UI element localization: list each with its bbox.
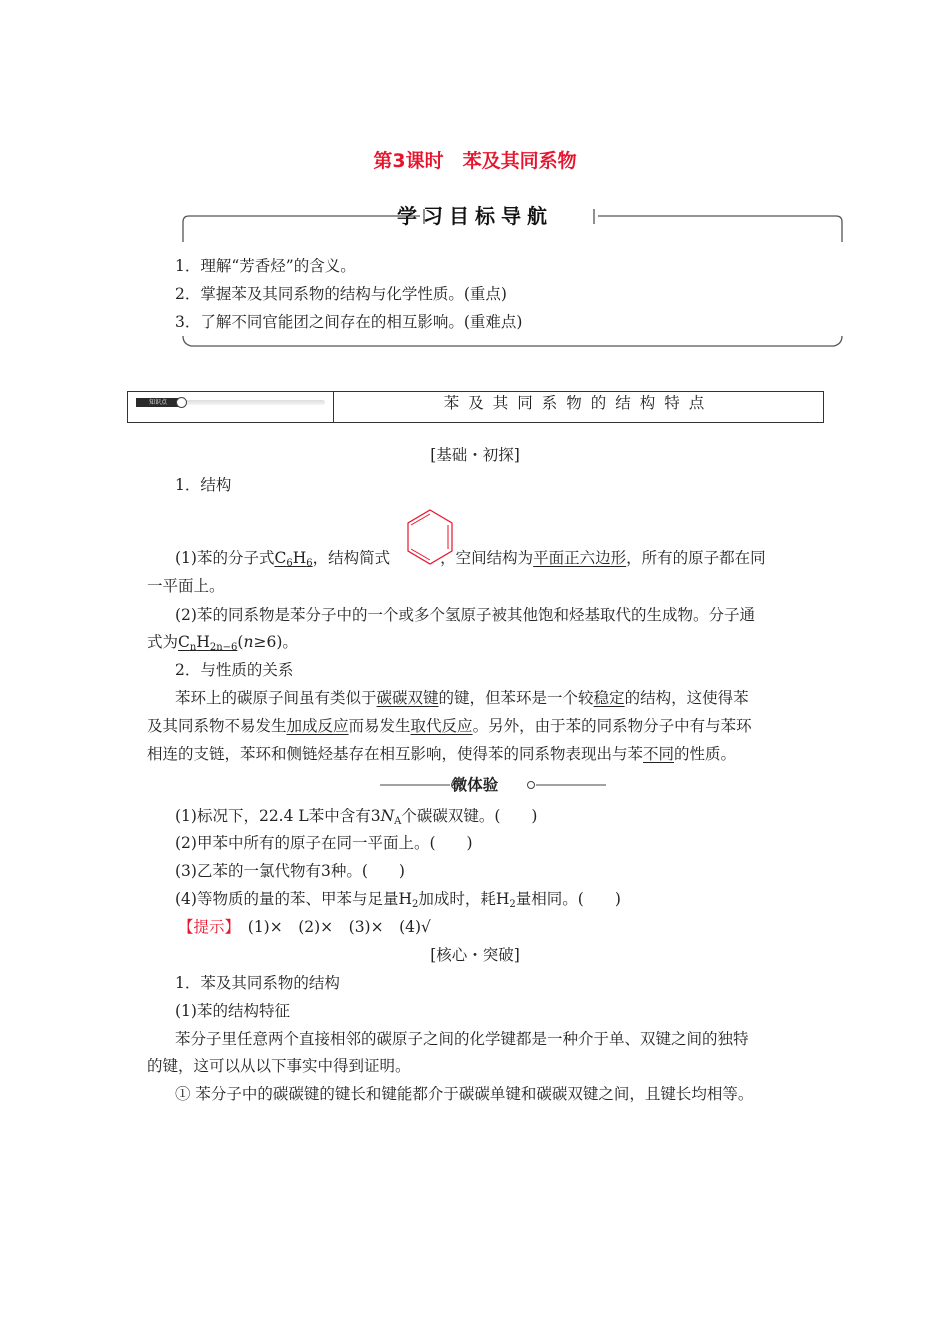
core-para-2: 的键，这可以从以下事实中得到证明。 (147, 1057, 411, 1075)
section-title: 苯及其同系物的结构特点 (443, 394, 714, 412)
benzene-ring-diagram (402, 506, 458, 572)
general-formula-line: 式为$C_nH_{2n-6}(n\ge 6)$。 (147, 633, 298, 653)
tip-answers: (1)× (2)× (3)× (4)√ (232, 918, 431, 936)
general-formula: $C_nH_{2n-6}$ (178, 633, 238, 653)
property-para-1: 苯环上的碳原子间虽有类似于碳碳双键的键，但苯环是一个较稳定的结构，这使得苯 (175, 689, 749, 707)
micro-tip (178, 916, 431, 938)
section-bar (127, 391, 824, 423)
goals-header: 学习目标导航 (397, 204, 553, 228)
micro-q2: (2)甲苯中所有的原子在同一平面上。( ) (175, 834, 473, 852)
basics-header: [基础・初探] (430, 446, 520, 464)
section-badge-area (128, 392, 334, 422)
section-number-knob (176, 397, 187, 408)
homolog-def-line: (2)苯的同系物是苯分子中的一个或多个氢原子被其他饱和烃基取代的生成物。分子通 (175, 606, 755, 624)
basics-subhead-structure: 1．结构 (175, 476, 232, 494)
section-progress-track (180, 400, 325, 405)
benzene-plane-line: 一平面上。 (147, 577, 225, 595)
core-subhead-2: (1)苯的结构特征 (175, 1002, 290, 1020)
micro-q1: (1)标况下，22.4 L苯中含有$3N_A$个碳碳双键。( ) (175, 807, 538, 827)
core-subhead-1: 1．苯及其同系物的结构 (175, 974, 340, 992)
core-para-3: ① 苯分子中的碳碳键的键长和键能都介于碳碳单键和碳碳双键之间，且键长均相等。 (175, 1085, 754, 1103)
section-badge: 知识点 (136, 398, 180, 407)
goal-item-3: 3．了解不同官能团之间存在的相互影响。(重难点) (175, 313, 523, 331)
micro-q4: (4)等物质的量的苯、甲苯与足量$H_2$加成时，耗$H_2$量相同。( ) (175, 890, 621, 910)
page-title: 第3课时 苯及其同系物 (373, 150, 577, 172)
goal-item-1: 1．理解“芳香烃”的含义。 (175, 257, 356, 275)
spatial-shape: 平面正六边形 (533, 549, 627, 567)
goals-frame (180, 208, 845, 356)
molecular-formula: $C_6H_6$ (274, 549, 313, 569)
property-para-2: 及其同系物不易发生加成反应而易发生取代反应。另外，由于苯的同系物分子中有与苯环 (147, 717, 752, 735)
micro-header: 微体验 (451, 776, 499, 794)
core-header: [核心・突破] (430, 946, 520, 964)
goal-item-2: 2．掌握苯及其同系物的结构与化学性质。(重点) (175, 285, 507, 303)
tip-label: 【提示】 (178, 918, 233, 936)
core-para-1: 苯分子里任意两个直接相邻的碳原子之间的化学键都是一种介于单、双键之间的独特 (175, 1030, 749, 1048)
property-para-3: 相连的支链，苯环和侧链烃基存在相互影响，使得苯的同系物表现出与苯不同的性质。 (147, 745, 737, 763)
benzene-formula-line: (1)苯的分子式$C_6H_6$，结构简式 ，空间结构为平面正六边形，所有的原子都在同 (175, 549, 766, 569)
basics-subhead-property: 2．与性质的关系 (175, 661, 294, 679)
micro-q3: (3)乙苯的一氯代物有3种。( ) (175, 862, 405, 880)
